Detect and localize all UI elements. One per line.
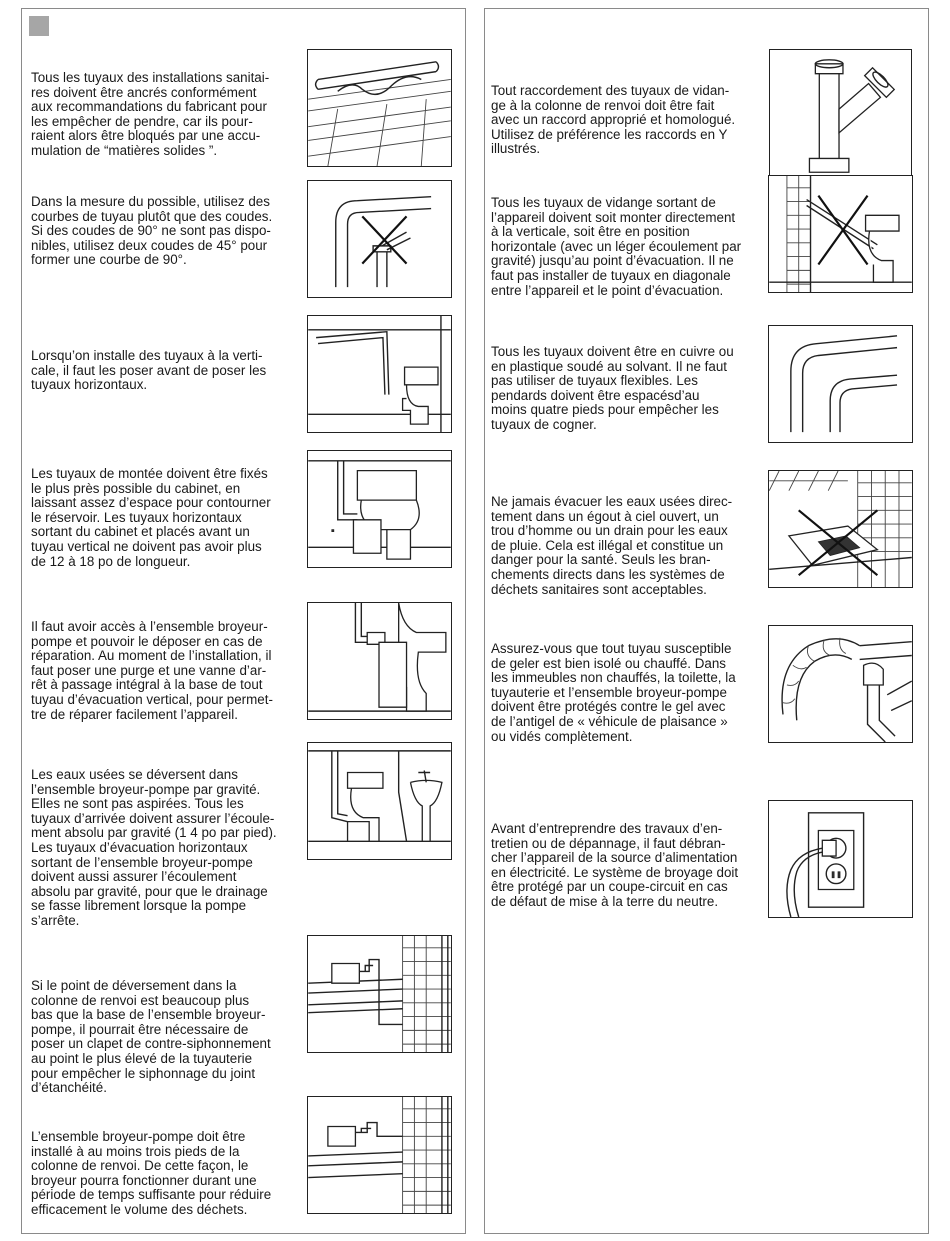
gravity-flow-icon (307, 742, 452, 860)
instruction-text-5: Il faut avoir accès à l’ensemble broyeur- pompe et pouvoir le déposer en cas de réparation. Au moment de l’installation, il faut poser une purge et une vanne d’ar- rêt à passage intégral à la base de tout tuyau d’évacuation vertical, pour permet- tre de réparer facilement l’appareil. (31, 619, 273, 722)
instruction-text-9: Tout raccordement des tuyaux de vidan- ge à la colonne de renvoi doit être fait avec un raccord approprié et homologué. Utilisez de préférence les raccords en Y illustrés. (491, 83, 736, 157)
vertical-pipes-icon (307, 315, 452, 433)
access-valve-icon (307, 602, 452, 720)
y-fitting-icon (769, 49, 912, 192)
riser-pipe-icon (307, 450, 452, 568)
power-outlet-icon (768, 800, 913, 918)
instruction-text-12: Ne jamais évacuer les eaux usées direc- tement dans un égout à ciel ouvert, un trou d’homme ou un drain pour les eaux de pluie. Cela est illégal et constitue un danger pour la santé. Seuls les bran- chements directs dans les systèmes de déchets sanitaires sont acceptables. (491, 494, 733, 597)
frost-protection-icon (768, 625, 913, 743)
right-column (484, 8, 929, 1234)
instruction-text-8: L’ensemble broyeur-pompe doit être installé à au moins trois pieds de la colonne de renvoi. De cette façon, le broyeur pourra fonctionner durant une période de temps suffisante pour réduire efficacement le volume des déchets. (31, 1129, 272, 1217)
left-column (21, 8, 466, 1234)
section-marker (29, 16, 49, 36)
instruction-text-13: Assurez-vous que tout tuyau susceptible de geler est bien isolé ou chauffé. Dans les immeubles non chauffés, la toilette, la tuyauterie et l’ensemble broyeur-pompe doivent être protégés contre le gel avec de l’antigel de « véhicule de plaisance » ou vidés complètement. (491, 641, 736, 744)
instruction-text-4: Les tuyaux de montée doivent être fixés le plus près possible du cabinet, en laissant assez d’espace pour contourner le réservoir. Les tuyaux horizontaux sortant du cabinet et placés avant un tuyau vertical ne doivent pas avoir plus de 12 à 18 po de longueur. (31, 466, 271, 569)
pipe-anchoring-icon (307, 49, 452, 167)
drain-direction-icon (768, 175, 913, 293)
instruction-text-14: Avant d’entreprendre des travaux d’en- tretien ou de dépannage, il faut débran- cher l’appareil de la source d’alimentation en électricité. Le système de broyage doit être protégé par un coupe-circuit en cas de défaut de mise à la terre du neutre. (491, 821, 739, 909)
anti-siphon-icon (307, 935, 452, 1053)
instruction-text-11: Tous les tuyaux doivent être en cuivre ou en plastique soudé au solvant. Il ne faut pas utiliser de tuyaux flexibles. Les pendards doivent être espacésd’au moins quatre pieds pour empêcher les tuyaux de cogner. (491, 344, 734, 432)
instruction-text-6: Les eaux usées se déversent dans l’ensemble broyeur-pompe par gravité. Elles ne sont pas aspirées. Tous les tuyaux d’arrivée doivent assurer l’écoule- ment absolu par gravité (1 4 po par pied). Les tuyaux d’évacuation horizontaux sortant de l’ensemble broyeur-pompe doivent aussi assurer l’écoulement absolu par gravité, pour que le drainage se fasse librement lorsque la pompe s’arrête. (31, 767, 277, 928)
pipe-bend-icon (307, 180, 452, 298)
instruction-text-1: Tous les tuyaux des installations sanitai- res doivent être ancrés conformément aux recommandations du fabricant pour les empêcher de pendre, car ils pour- raient alors être bloqués par une accu- mulation de “matières solides ”. (31, 70, 270, 158)
distance-stack-icon (307, 1096, 452, 1214)
rigid-pipe-icon (768, 325, 913, 443)
instruction-text-10: Tous les tuyaux de vidange sortant de l’appareil doivent soit monter directement à la verticale, soit être en position horizontale (avec un léger écoulement par gravité) jusqu’au point d’évacuation. Il ne faut pas installer de tuyaux en diagonale entre l’appareil et le point d’évacuation. (491, 195, 742, 298)
open-sewer-icon (768, 470, 913, 588)
instruction-text-3: Lorsqu’on installe des tuyaux à la verti- cale, il faut les poser avant de poser les tuyaux horizontaux. (31, 348, 267, 393)
instruction-text-7: Si le point de déversement dans la colonne de renvoi est beaucoup plus bas que la base de l’ensemble broyeur- pompe, il pourrait être nécessaire de poser un clapet de contre-siphonnement au point le plus élevé de la tuyauterie pour empêcher le siphonnage du joint d’étanchéité. (31, 978, 271, 1096)
instruction-text-2: Dans la mesure du possible, utilisez des courbes de tuyau plutôt que des coudes. Si des coudes de 90° ne sont pas dispo- nibles, utilisez deux coudes de 45° pour former une courbe de 90°. (31, 194, 273, 268)
